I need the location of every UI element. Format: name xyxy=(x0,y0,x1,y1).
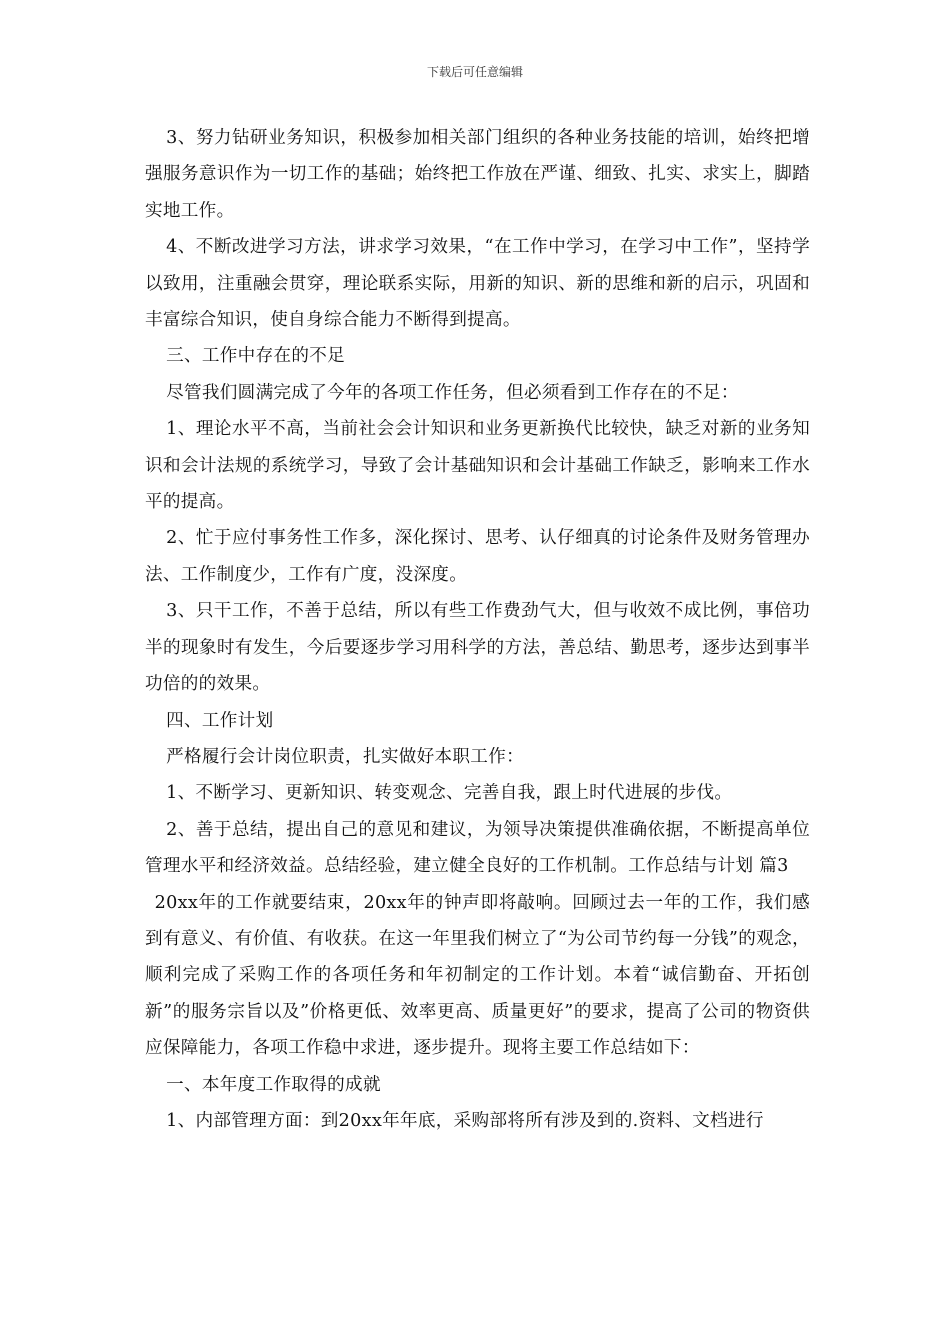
paragraph-plan-1: 1、不断学习、更新知识、转变观念、完善自我，跟上时代进展的步伐。 xyxy=(166,783,733,804)
paragraph-plan-intro: 严格履行会计岗位职责，扎实做好本职工作： xyxy=(166,746,524,767)
paragraph-part3-intro: 20xx年的工作就要结束，20xx年的钟声即将敲响。回顾过去一年的工作，我们感到有意义、有价值、有收获。在这一年里我们树立了“为公司节约每一分钱”的观念，顺利完成了采购工作的各项任务和年初制定的工作计划。本着“诚信勤奋、开拓创新”的服务宗旨以及”价格更低、效率更高、质量更好”的要求，提高了公司的物资供应保障能力，各项工作稳中求进，逐步提升。现将主要工作总结如下： xyxy=(145,892,810,1059)
paragraph-plan-2: 2、善于总结，提出自己的意见和建议，为领导决策提供准确依据，不断提高单位管理水平和经济效益。总结经验，建立健全良好的工作机制。工作总结与计划 篇3 xyxy=(145,819,810,877)
paragraph-4-learning-methods: 4、不断改进学习方法，讲求学习效果，“在工作中学习，在学习中工作”，坚持学以致用，注重融会贯穿，理论联系实际，用新的知识、新的思维和新的启示，巩固和丰富综合知识，使自身综合能力不断得到提高。 xyxy=(145,237,810,331)
section-heading-work-plan: 四、工作计划 xyxy=(166,710,274,731)
paragraph-shortcoming-3: 3、只干工作，不善于总结，所以有些工作费劲气大，但与收效不成比例，事倍功半的现象时有发生，今后要逐步学习用科学的方法，善总结、勤思考，逐步达到事半功倍的的效果。 xyxy=(145,601,810,695)
paragraph-shortcomings-intro: 尽管我们圆满完成了今年的各项工作任务，但必须看到工作存在的不足： xyxy=(166,382,739,403)
document-body xyxy=(145,120,810,1139)
paragraph-shortcoming-2: 2、忙于应付事务性工作多，深化探讨、思考、认仔细真的讨论条件及财务管理办法、工作制度少，工作有广度，没深度。 xyxy=(145,528,810,585)
paragraph-shortcoming-1: 1、理论水平不高，当前社会会计知识和业务更新换代比较快，缺乏对新的业务知识和会计法规的系统学习，导致了会计基础知识和会计基础工作缺乏，影响来工作水平的提高。 xyxy=(145,419,810,513)
paragraph-internal-management: 1、内部管理方面：到20xx年年底，采购部将所有涉及到的.资料、文档进行 xyxy=(166,1110,764,1131)
page-header-watermark: 下载后可任意编辑 xyxy=(426,65,523,79)
section-heading-shortcomings: 三、工作中存在的不足 xyxy=(166,346,346,367)
section-heading-achievements: 一、本年度工作取得的成就 xyxy=(166,1074,381,1095)
paragraph-3-study-skills: 3、努力钻研业务知识，积极参加相关部门组织的各种业务技能的培训，始终把增强服务意识作为一切工作的基础；始终把工作放在严谨、细致、扎实、求实上，脚踏实地工作。 xyxy=(145,128,810,221)
